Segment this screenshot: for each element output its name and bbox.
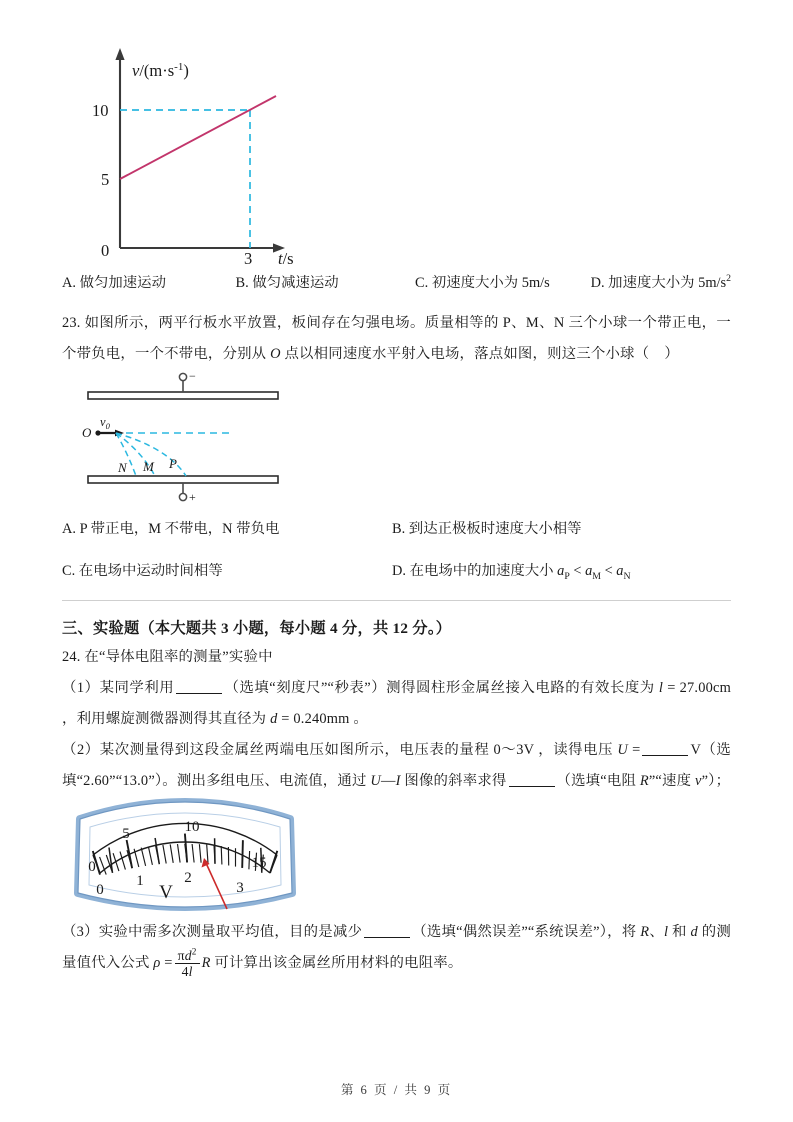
voltmeter-svg (70, 797, 300, 915)
landing-label-n: N (118, 460, 127, 475)
option-b-label: B. (235, 275, 249, 291)
blank-part2-voltage[interactable] (642, 741, 688, 756)
vt-data-line (120, 96, 276, 179)
option-a[interactable] (62, 268, 236, 298)
question23-options-row1 (62, 514, 731, 544)
question22-options (62, 268, 731, 298)
parallel-plate-figure (70, 370, 731, 510)
x-tick-3: 3 (244, 249, 253, 264)
option-d[interactable]: D. 加速度大小为 $5m/s^2$ (590, 273, 731, 291)
velocity-time-graph-svg (80, 36, 330, 264)
question24-number: 24. (62, 649, 81, 665)
y-tick-10: 10 (92, 101, 109, 120)
q23-option-d[interactable]: D. 在电场中的加速度大小 $a_P < a_M < a_N$ (392, 563, 631, 582)
section-divider (62, 600, 731, 601)
q23-option-d-label: D. (392, 563, 406, 579)
q23-option-b-label: B. (392, 521, 406, 537)
outer-scale-label-0: 0 (88, 859, 96, 875)
parallel-plate-svg (70, 370, 330, 508)
page-content (62, 36, 731, 979)
option-c-label: C. (415, 275, 429, 291)
question23-stem: 23. 如图所示，两平行板水平放置，板间存在匀强电场。质量相等的 P、M、N 三个小球一个带正电，一个带负电，一个不带电，分别从 O 点以相同速度水平射入电场，落点如图，则这三个小球（ ） (62, 315, 731, 362)
landing-label-p: P (169, 456, 177, 471)
question24-stem (62, 642, 731, 673)
origin-point (95, 430, 100, 435)
question23-number: 23. (62, 315, 81, 331)
question24-part1: （1）某同学利用 （选填“刻度尺”“秒表”）测得圆柱形金属丝接入电路的有效长度为 l = 27.00cm ，利用螺旋测微器测得其直径为 d = 0.240mm 。 (62, 680, 731, 727)
section3-heading: 三、实验题（本大题共 3 小题，每小题 4 分，共 12 分。） (62, 620, 452, 637)
page-footer: 第 6 页 / 共 9 页 (340, 1083, 453, 1097)
v0-label: $v_0$ (100, 415, 110, 431)
resistivity-fraction (175, 948, 200, 979)
bottom-terminal-sign: + (189, 490, 196, 504)
question23-options-row2 (62, 556, 731, 586)
fraction-numerator: $\pi d^2$ (175, 948, 200, 964)
blank-part3-error[interactable] (364, 923, 410, 938)
question24-stem-text: 在“导体电阻率的测量”实验中 (84, 649, 273, 665)
option-d-label: D. (590, 275, 605, 291)
y-tick-5: 5 (101, 170, 110, 189)
option-a-label: A. (62, 275, 76, 291)
option-b-text: 做匀减速运动 (252, 275, 339, 291)
top-terminal-node (179, 373, 186, 380)
top-plate (88, 392, 278, 399)
landing-label-m: M (143, 459, 154, 474)
x-axis-label: t/s (278, 249, 294, 264)
question24-part2: （2）某次测量得到这段金属丝两端电压如图所示，电压表的量程 0～3V ，读得电压 U = V（选填“2.60”“13.0”）。测出多组电压、电流值，通过 U—I 图像的斜率求得 （选填“电阻 R”“速度 v”）； (62, 742, 731, 789)
bottom-plate (88, 476, 278, 483)
inner-scale-label-1: 1 (136, 873, 144, 889)
outer-scale-label-10: 10 (184, 819, 200, 835)
blank-part1[interactable] (176, 679, 222, 694)
option-b[interactable] (236, 268, 416, 298)
outer-scale-label-5: 5 (122, 826, 130, 842)
inner-scale-label-0: 0 (96, 882, 104, 898)
question24-part3: （3）实验中需多次测量取平均值，目的是减少 （选填“偶然误差”“系统误差”），将 R、l 和 d 的测量值代入公式 ρ = $\frac{\pi d^2}{4l}$ R 可计算出该金属丝所用材料的电阻率。 (62, 924, 731, 980)
q23-option-c-label: C. (62, 563, 76, 579)
blank-part2-slope[interactable] (509, 772, 555, 787)
origin-label: O (82, 425, 92, 440)
top-terminal-sign: − (189, 370, 196, 383)
voltmeter-unit-label: V (159, 882, 173, 903)
q23-option-b[interactable]: B. 到达正极板时速度大小相等 (392, 521, 582, 537)
y-axis-arrow (115, 48, 124, 60)
q23-option-c[interactable]: C. 在电场中运动时间相等 (62, 563, 223, 579)
q23-option-a[interactable]: A. P 带正电，M 不带电，N 带负电 (62, 521, 280, 537)
q23-option-a-label: A. (62, 521, 76, 537)
option-a-text: 做匀加速运动 (79, 275, 166, 291)
inner-scale-label-2: 2 (184, 870, 192, 886)
bottom-terminal-node (179, 493, 186, 500)
origin-label: 0 (101, 241, 110, 260)
voltmeter-figure (70, 797, 731, 917)
option-c[interactable]: C. 初速度大小为 5m/s (415, 275, 550, 291)
inner-scale-label-3: 3 (236, 880, 244, 896)
velocity-time-graph-figure (80, 36, 731, 266)
y-axis-label: $v/(m\cdot s^{-1})$ (132, 61, 189, 80)
outer-scale-label-15: 15 (251, 855, 267, 871)
fraction-denominator: 4l (181, 964, 193, 980)
